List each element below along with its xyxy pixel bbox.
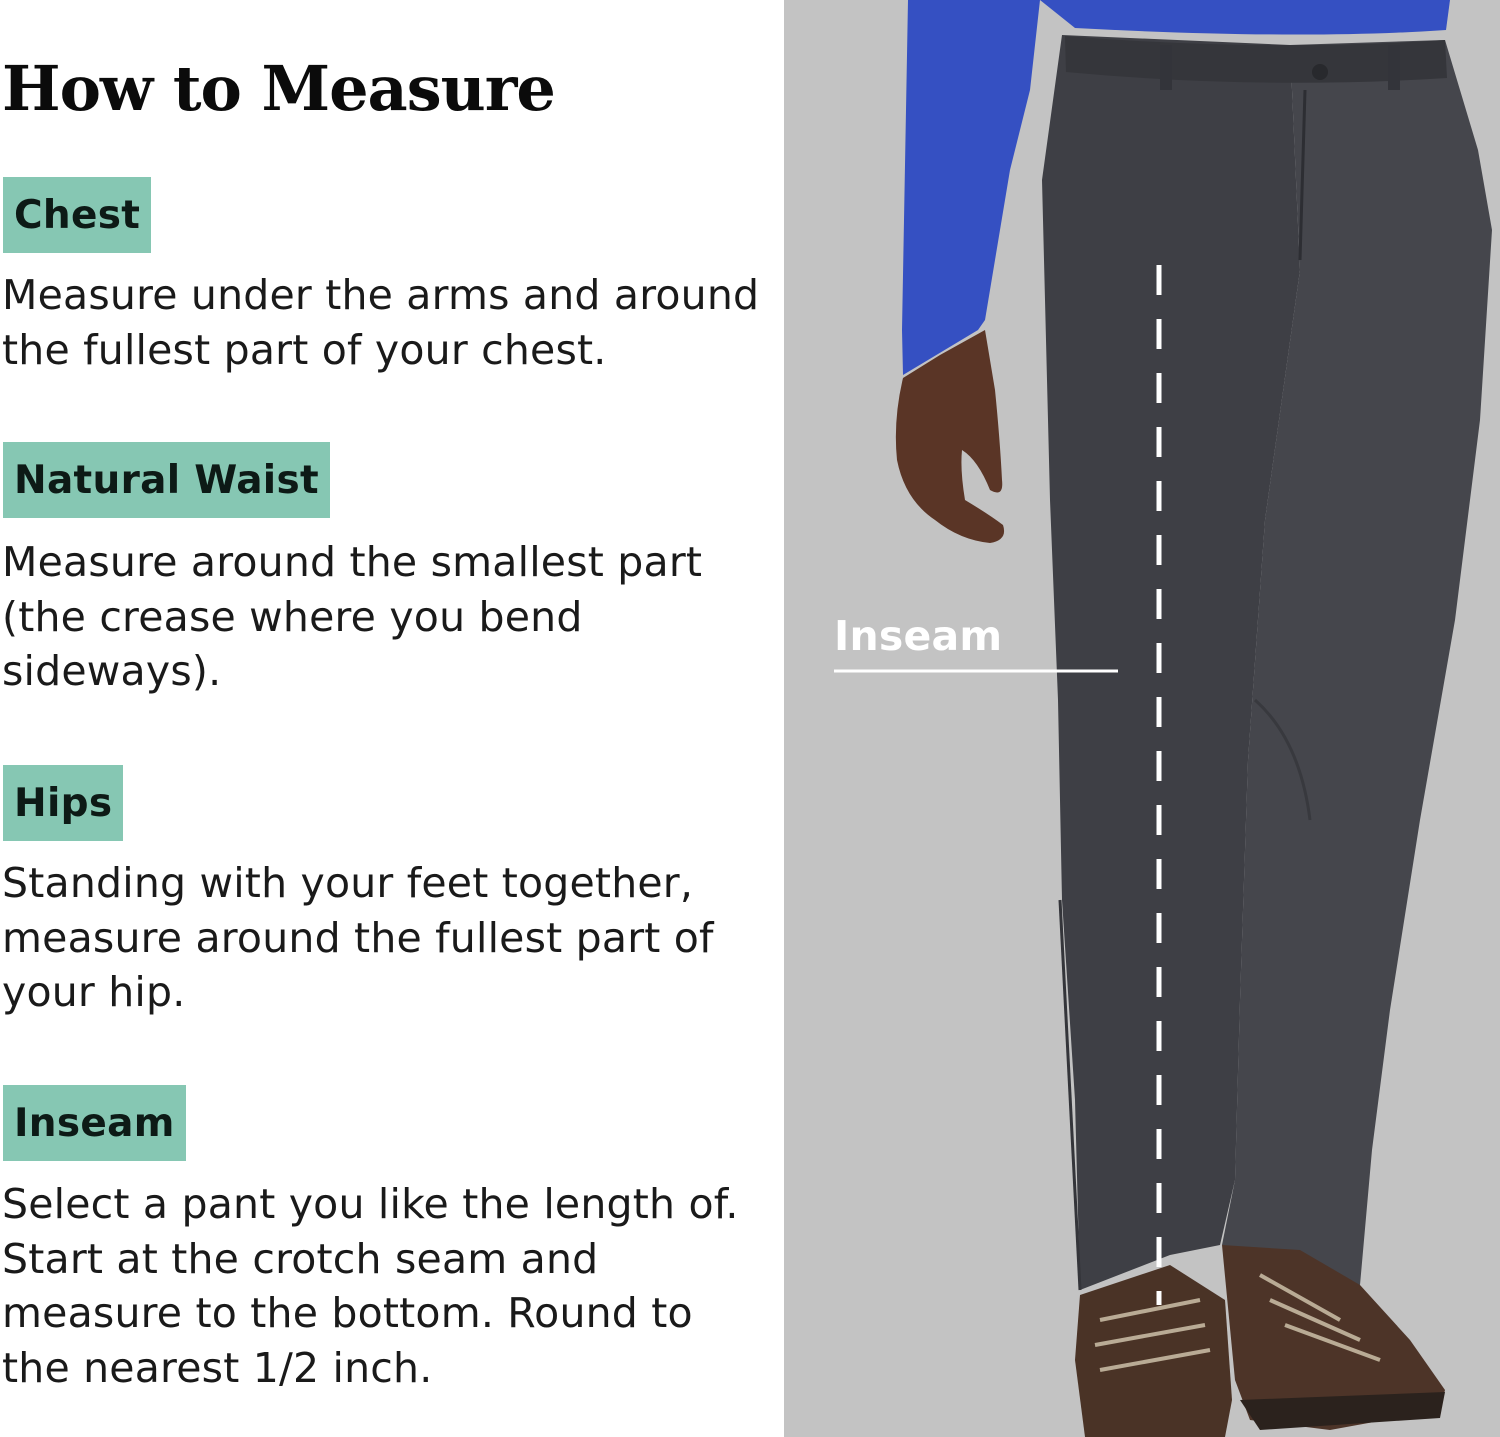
belt-loop <box>1388 45 1400 90</box>
section-heading-natural-waist: Natural Waist <box>3 442 330 518</box>
belt-loop <box>1160 45 1172 90</box>
inseam-photo-label: Inseam <box>834 612 1003 660</box>
section-text-natural-waist: Measure around the smallest part (the crease where you bend sideways). <box>2 538 703 695</box>
section-text-inseam: Select a pant you like the length of. Start at the crotch seam and measure to the bottom. Round to the nearest 1/2 inch. <box>2 1180 739 1392</box>
page-title: How to Measure <box>2 52 555 125</box>
section-heading-chest: Chest <box>3 177 151 253</box>
section-text-chest: Measure under the arms and around the fullest part of your chest. <box>2 271 760 374</box>
section-heading-hips: Hips <box>3 765 123 841</box>
section-text-hips: Standing with your feet together, measure around the fullest part of your hip. <box>2 859 714 1016</box>
waist-button <box>1312 64 1328 80</box>
section-heading-inseam: Inseam <box>3 1085 186 1161</box>
model-photo <box>784 0 1500 1437</box>
